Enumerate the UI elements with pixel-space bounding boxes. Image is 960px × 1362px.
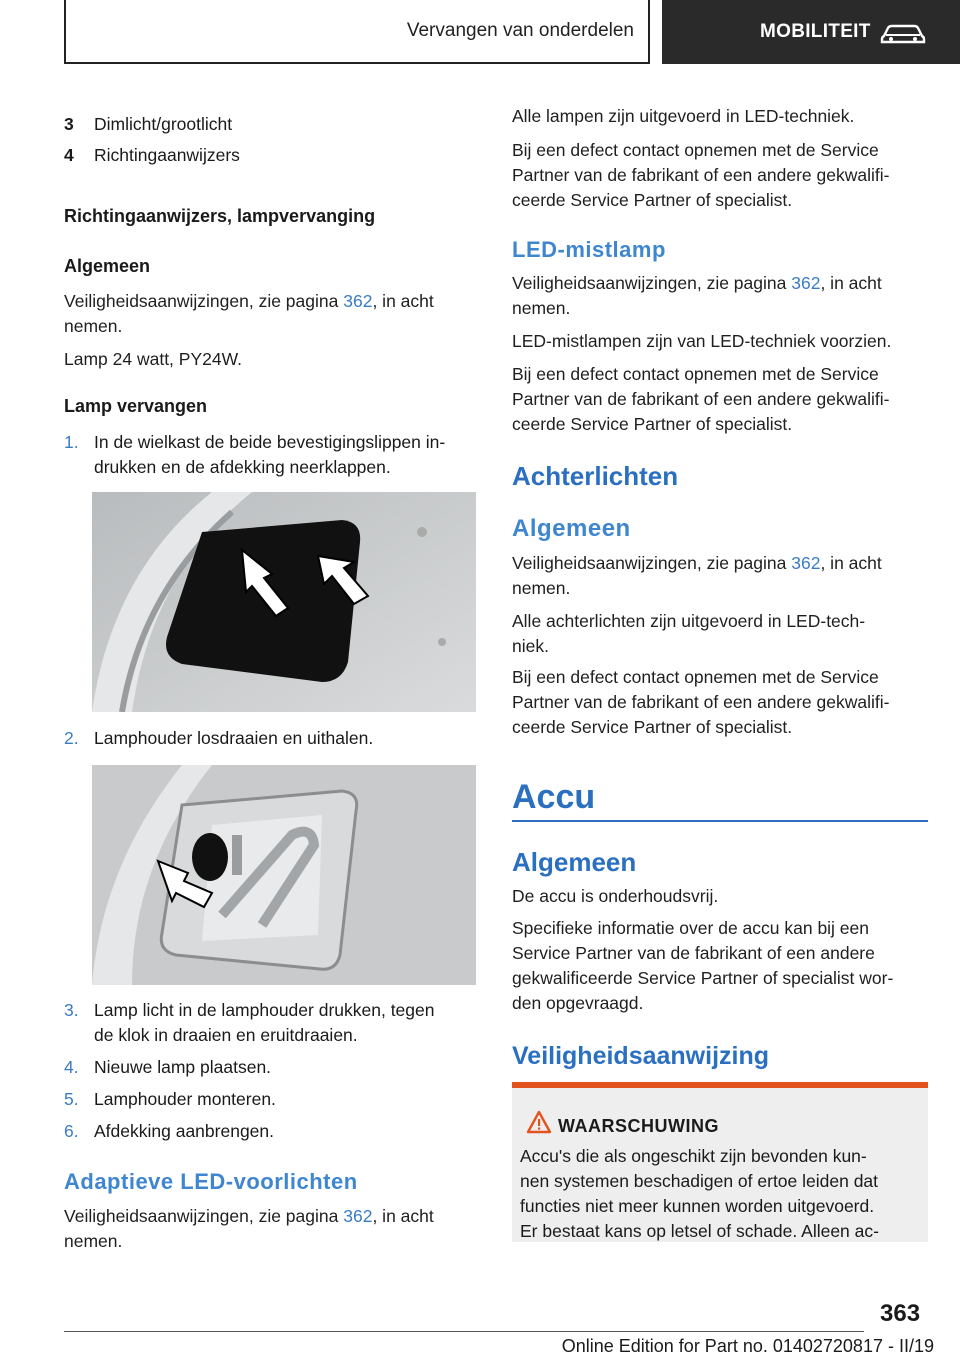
footer-edition: Online Edition for Part no. 01402720817 - II/19 (561, 1336, 934, 1356)
defect-note: Bij een defect contact opnemen met de Service Partner van de fabrikant of een andere gekwalifi- ceerde Service Partner of specialist. (512, 364, 890, 434)
led-text: Alle lampen zijn uitgevoerd in LED-techniek. (512, 106, 855, 126)
page-number: 363 (880, 1300, 921, 1327)
photo-lamp-holder (92, 765, 476, 985)
chapter-heading-accu: Accu (512, 778, 596, 816)
accu-maintenance: De accu is onderhoudsvrij. (512, 886, 719, 906)
subheading-general: Algemeen (512, 515, 631, 542)
chapter-title: MOBILITEIT (760, 21, 871, 42)
warning-box (512, 1082, 928, 1242)
page-link[interactable]: 362 (343, 1206, 373, 1226)
footer-rule (64, 1331, 864, 1332)
warning-icon (526, 1110, 552, 1134)
photo-wheel-arch-cover (92, 492, 476, 712)
defect-note: Bij een defect contact opnemen met de Service Partner van de fabrikant of een andere gekwalifi- ceerde Service Partner of specialist. (512, 140, 890, 210)
safety-note: Veiligheidsaanwijzingen, zie pagina 362, in acht nemen. (512, 273, 882, 318)
subheading-general: Algemeen (512, 847, 637, 877)
section-heading-rear: Achterlichten (512, 461, 679, 491)
heading-rule (512, 820, 928, 822)
safety-note: Veiligheidsaanwijzingen, zie pagina 362, in acht nemen. (64, 291, 434, 336)
warning-text: Accu's die als ongeschikt zijn bevonden kun- nen systemen beschadigen of ertoe leiden dat functies niet meer kunnen worden uitgevoerd. Er bestaat kans op letsel of schade. Alleen ac- (520, 1146, 879, 1241)
accu-info: Specifieke informatie over de accu kan bij een Service Partner van de fabrikant of een andere gekwalificeerde Service Partner of specialist wor- den opgevraagd. (512, 918, 894, 1013)
safety-note: Veiligheidsaanwijzingen, zie pagina 362, in acht nemen. (512, 553, 882, 598)
page-link[interactable]: 362 (791, 553, 821, 573)
safety-note: Veiligheidsaanwijzingen, zie pagina 362, in acht nemen. (64, 1206, 434, 1251)
warning-title: WAARSCHUWING (558, 1116, 719, 1136)
section-heading-fog: LED-mistlamp (512, 237, 666, 262)
fog-text: LED-mistlampen zijn van LED-techniek voorzien. (512, 331, 892, 351)
section-heading-adaptive: Adaptieve LED-voorlichten (64, 1169, 358, 1194)
lamp-spec: Lamp 24 watt, PY24W. (64, 349, 243, 369)
page-link[interactable]: 362 (791, 273, 821, 293)
subheading-replace: Lamp vervangen (64, 396, 208, 416)
section-title: Vervangen van onderdelen (64, 0, 650, 64)
subheading-general: Algemeen (64, 256, 151, 276)
page-header (0, 0, 960, 66)
section-heading: Richtingaanwijzers, lampvervanging (64, 206, 376, 226)
page-link[interactable]: 362 (343, 291, 373, 311)
section-heading-safety: Veiligheidsaanwijzing (512, 1042, 770, 1070)
defect-note: Bij een defect contact opnemen met de Service Partner van de fabrikant of een andere gekwalifi- ceerde Service Partner of specialist. (512, 667, 890, 737)
rear-led-text: Alle achterlichten zijn uitgevoerd in LED-tech- niek. (512, 611, 866, 656)
chapter-tab[interactable] (662, 0, 960, 64)
car-icon (880, 22, 926, 44)
